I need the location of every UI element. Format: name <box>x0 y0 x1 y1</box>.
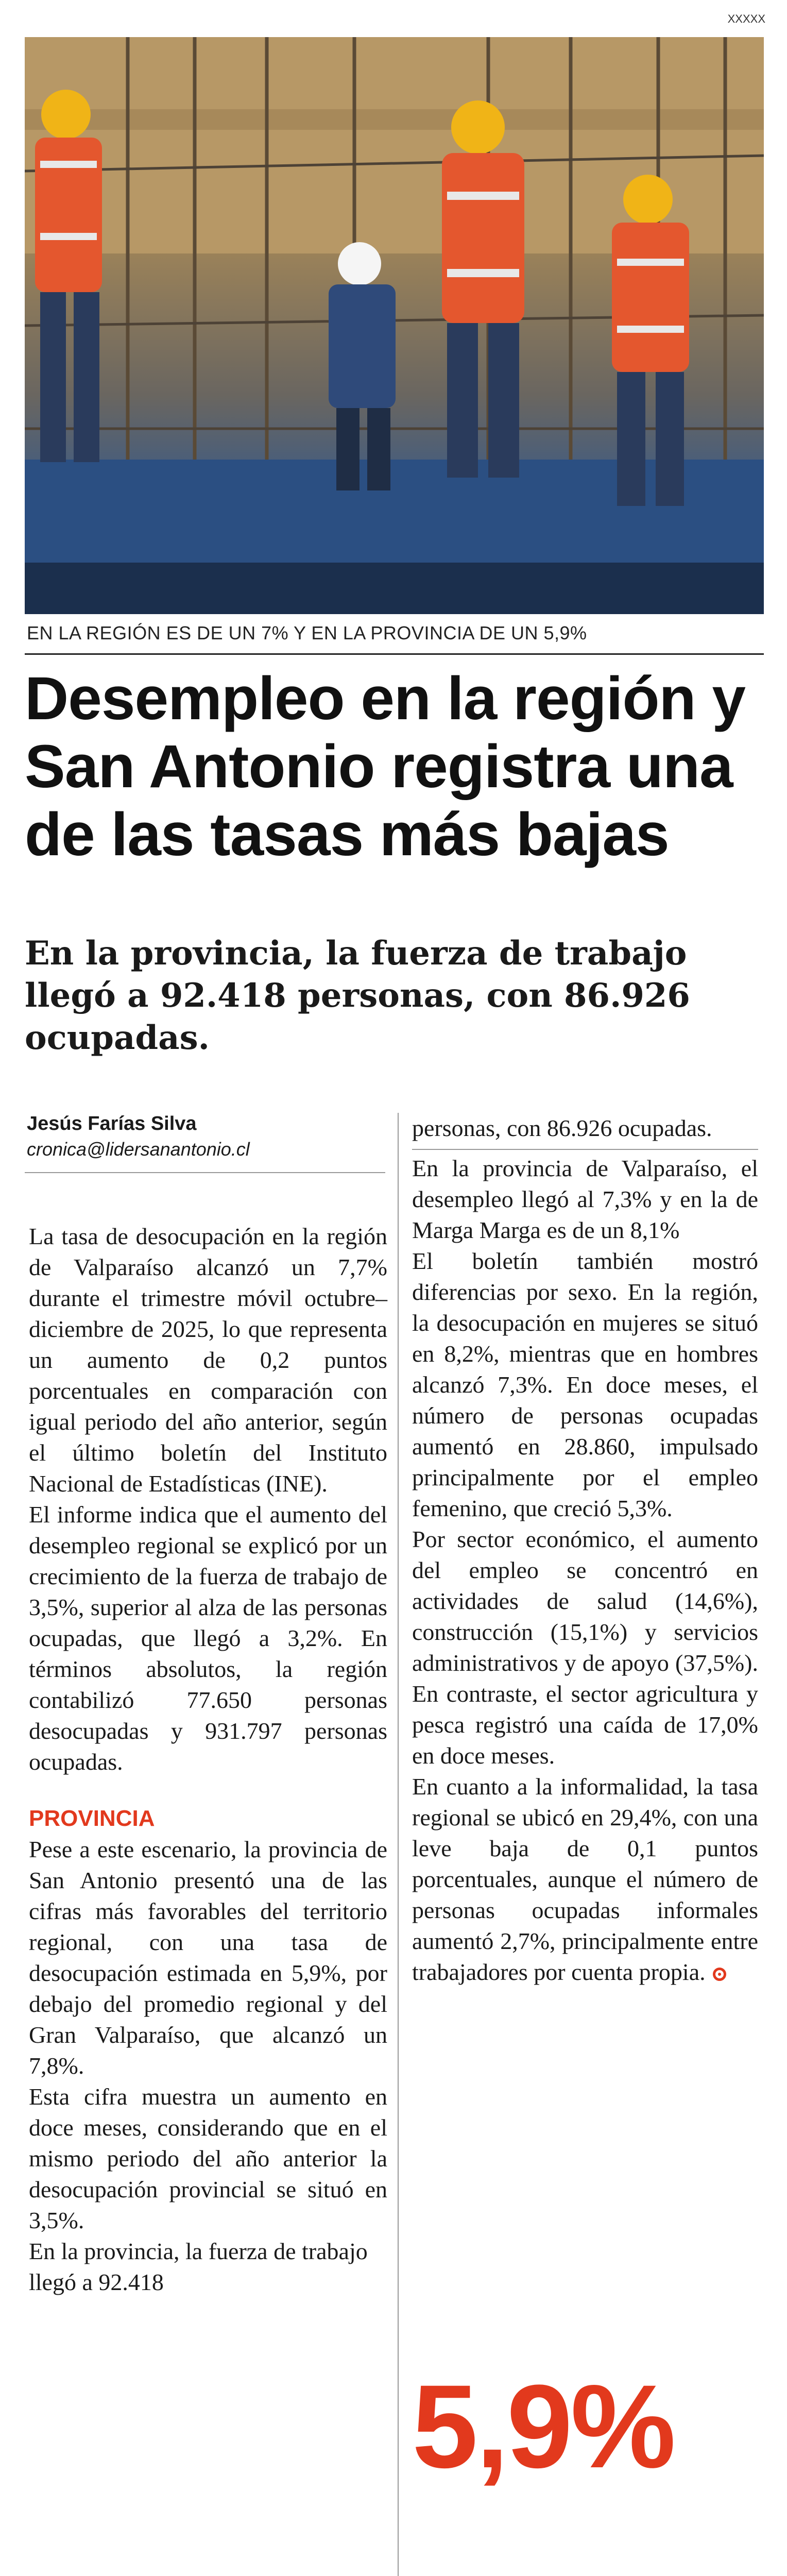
divider <box>25 653 764 655</box>
body-paragraph: En la provincia, la fuerza de trabajo llegó a 92.418 <box>29 2238 368 2295</box>
highlight-figure: 5,9% <box>412 2360 674 2493</box>
body-column-left <box>29 1221 387 2298</box>
construction-workers-photo <box>25 37 764 614</box>
column-divider <box>412 1149 758 1150</box>
body-paragraph: personas, con 86.926 ocupadas. <box>412 1115 712 1141</box>
photo-illustration <box>25 37 764 614</box>
end-mark-icon <box>713 1968 726 1981</box>
body-paragraph: En la provincia de Valparaíso, el desempleo llegó al 7,3% y en la de Marga Marga es de un 8,1% <box>412 1155 758 1243</box>
body-paragraph: La tasa de desocupación en la región de Valparaíso alcanzó un 7,7% durante el trimestre móvil octubre–diciembre de 2025, lo que representa un aumento de 0,2 puntos porcentuales en comparación con igual periodo del año anterior, según el último boletín del Instituto Nacional de Estadísticas (INE). <box>29 1223 387 1497</box>
subhead: En la provincia, la fuerza de trabajo llegó a 92.418 personas, con 86.926 ocupadas. <box>25 934 690 1057</box>
body-paragraph <box>412 1771 758 1988</box>
column-rule <box>398 1113 399 2576</box>
body-column-right <box>412 1113 758 1988</box>
body-paragraph: El boletín también mostró diferencias por sexo. En la región, la desocupación en mujeres se situó en 8,2%, mientras que en hombres alcanzó 7,3%. En doce meses, el número de personas ocupadas aumentó en 28.860, impulsado principalmente por el empleo femenino, que creció 5,3%. <box>412 1248 758 1521</box>
body-paragraph: Esta cifra muestra un aumento en doce meses, considerando que en el mismo periodo del año anterior la desocupación provincial se situó en 3,5%. <box>29 2083 387 2233</box>
section-label-provincia: PROVINCIA <box>29 1806 155 1831</box>
kicker: EN LA REGIÓN ES DE UN 7% Y EN LA PROVINCIA DE UN 5,9% <box>27 622 587 643</box>
byline-author: Jesús Farías Silva <box>27 1113 197 1134</box>
body-paragraph: El informe indica que el aumento del desempleo regional se explicó por un crecimiento de la fuerza de trabajo de 3,5%, superior al alza de las personas ocupadas, que llegó a 3,2%. En términos absolutos, la región contabilizó 77.650 personas desocupadas y 931.797 personas ocupadas. <box>29 1501 387 1775</box>
body-paragraph: Por sector económico, el aumento del empleo se concentró en actividades de salud (14,6%), construcción (15,1%) y servicios administrativos y de apoyo (37,5%). En contraste, el sector agricultura y pesca registró una caída de 17,0% en doce meses. <box>412 1526 758 1769</box>
body-paragraph: Pese a este escenario, la provincia de San Antonio presentó una de las cifras más favorables del territorio regional, con una tasa de desocupación estimada en 5,9%, por debajo del promedio regional y del Gran Valparaíso, que alcanzó un 7,8%. <box>29 1836 387 2079</box>
body-paragraph-text: En cuanto a la informalidad, la tasa regional se ubicó en 29,4%, con una leve baja de 0,1 puntos porcentuales, aunque el número de personas ocupadas informales aumentó 2,7%, principalmente entre trabajadores por cuenta propia. <box>412 1773 758 1985</box>
byline-email[interactable]: cronica@lidersanantonio.cl <box>27 1139 250 1160</box>
headline: Desempleo en la región y San Antonio registra una de las tasas más bajas <box>25 665 746 869</box>
byline-divider <box>25 1172 385 1173</box>
page-tag: XXXXX <box>727 12 765 25</box>
